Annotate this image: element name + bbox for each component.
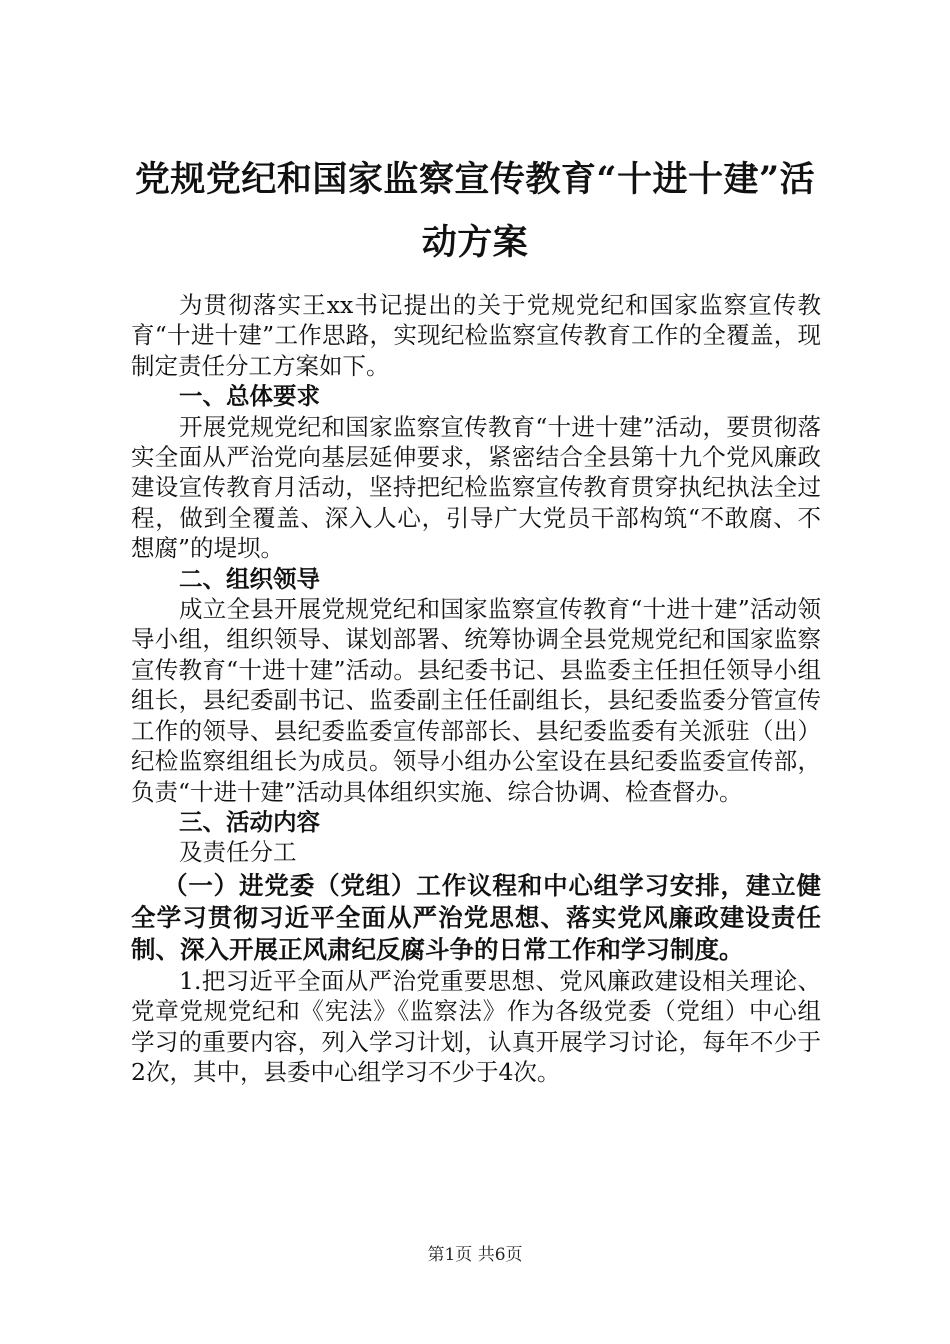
intro-paragraph: 为贯彻落实王xx书记提出的关于党规党纪和国家监察宣传教育“十进十建”工作思路，实现纪检监察宣传教育工作的全覆盖，现制定责任分工方案如下。 (131, 291, 821, 380)
section-text-general-requirements: 开展党规党纪和国家监察宣传教育“十进十建”活动，要贯彻落实全面从严治党向基层延伸要求，紧密结合全县第十九个党风廉政建设宣传教育月活动，坚持把纪检监察宣传教育贯穿执纪执法全过程，做到全覆盖、深入人心，引导广大党员干部构筑“不敢腐、不想腐”的堤坝。 (131, 412, 821, 563)
section-heading-activities: 三、活动内容 (179, 807, 320, 836)
document-body (131, 290, 821, 1087)
document-title-line-2: 动方案 (421, 222, 529, 263)
section-heading-general-requirements: 一、总体要求 (179, 382, 320, 411)
section-heading-organization: 二、组织领导 (179, 564, 320, 593)
page-number-footer: 第1页 共6页 (427, 1245, 523, 1265)
section-subheading-responsibilities: 及责任分工 (179, 838, 297, 867)
item-1-text: 1.把习近平全面从严治党重要思想、党风廉政建设相关理论、党章党规党纪和《宪法》《监察法》作为各级党委（党组）中心组学习的重要内容，列入学习计划，认真开展学习讨论，每年不少于2次，其中，县委中心组学习不少于4次。 (131, 966, 821, 1086)
document-title-line-1: 党规党纪和国家监察宣传教育“十进十建”活 (134, 159, 816, 200)
item-1-heading: （一）进党委（党组）工作议程和中心组学习安排，建立健全学习贯彻习近平全面从严治党思想、落实党风廉政建设责任制、深入开展正风肃纪反腐斗争的日常工作和学习制度。 (131, 870, 821, 964)
section-text-organization: 成立全县开展党规党纪和国家监察宣传教育“十进十建”活动领导小组，组织领导、谋划部署、统筹协调全县党规党纪和国家监察宣传教育“十进十建”活动。县纪委书记、县监委主任担任领导小组组长，县纪委副书记、监委副主任任副组长，县纪委监委分管宣传工作的领导、县纪委监委宣传部部长、县纪委监委有关派驻（出）纪检监察组组长为成员。领导小组办公室设在县纪委监委宣传部，负责“十进十建”活动具体组织实施、综合协调、检查督办。 (131, 595, 821, 806)
